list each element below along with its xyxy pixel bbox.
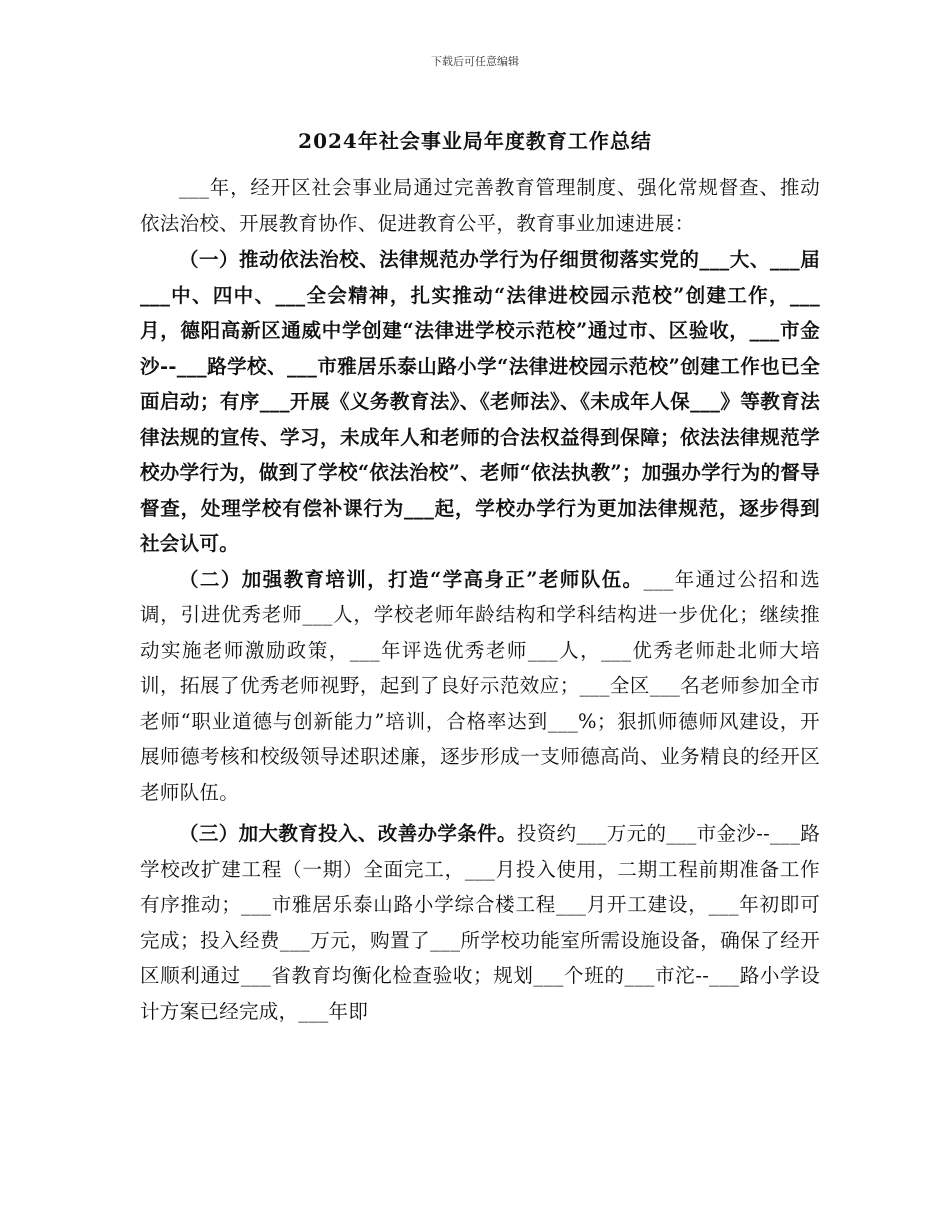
section-3-heading: （三）加大教育投入、改善办学条件。 [179,822,517,845]
intro-paragraph: ___年，经开区社会事业局通过完善教育管理制度、强化常规督查、推动依法治校、开展教育协作、促进教育公平，教育事业加速进展： [140,176,820,235]
document-body [140,170,820,1029]
section-2-heading: （二）加强教育培训，打造“学高身正”老师队伍。 [179,567,644,591]
section-1-paragraph: （一）推动依法治校、法律规范办学行为仔细贯彻落实党的___大、___届___中、四中、___全会精神，扎实推动“法律进校园示范校”创建工作，___月，德阳高新区通威中学创建“法律进学校示范校”通过市、区验收，___市金沙--___路学校、___市雅居乐泰山路小学“法律进校园示范校”创建工作也已全面启动；有序___开展《义务教育法》、《老师法》、《未成年人保___》等教育法律法规的宣传、学习，未成年人和老师的合法权益得到保障；依法法律规范学校办学行为，做到了学校“依法治校”、老师“依法执教”；加强办学行为的督导督查，处理学校有偿补课行为___起，学校办学行为更加法律规范，逐步得到社会认可。 [140,248,820,555]
page-header-note: 下载后可任意编辑 [431,55,519,68]
section-2-text: ___年通过公招和选调，引进优秀老师___人，学校老师年龄结构和学科结构进一步优化；继续推动实施老师激励政策，___年评选优秀老师___人，___优秀老师赴北师大培训，拓展了优秀老师视野，起到了良好示范效应；___全区___名老师参加全市老师“职业道德与创新能力”培训，合格率达到___%；狠抓师德师风建设，开展师德考核和校级领导述职述廉，逐步形成一支师德高尚、业务精良的经开区老师队伍。 [140,567,820,804]
section-3-text: 投资约___万元的___市金沙--___路学校改扩建工程（一期）全面完工，___月投入使用，二期工程前期准备工作有序推动；___市雅居乐泰山路小学综合楼工程___月开工建设，___年初即可完成；投入经费___万元，购置了___所学校功能室所需设施设备，确保了经开区顺利通过___省教育均衡化检查验收；规划___个班的___市沱--___路小学设计方案已经完成，___年即 [140,822,820,1023]
section-2-paragraph [140,562,820,811]
document-title: 2024年社会事业局年度教育工作总结 [298,129,652,153]
section-3-paragraph [140,816,820,1029]
